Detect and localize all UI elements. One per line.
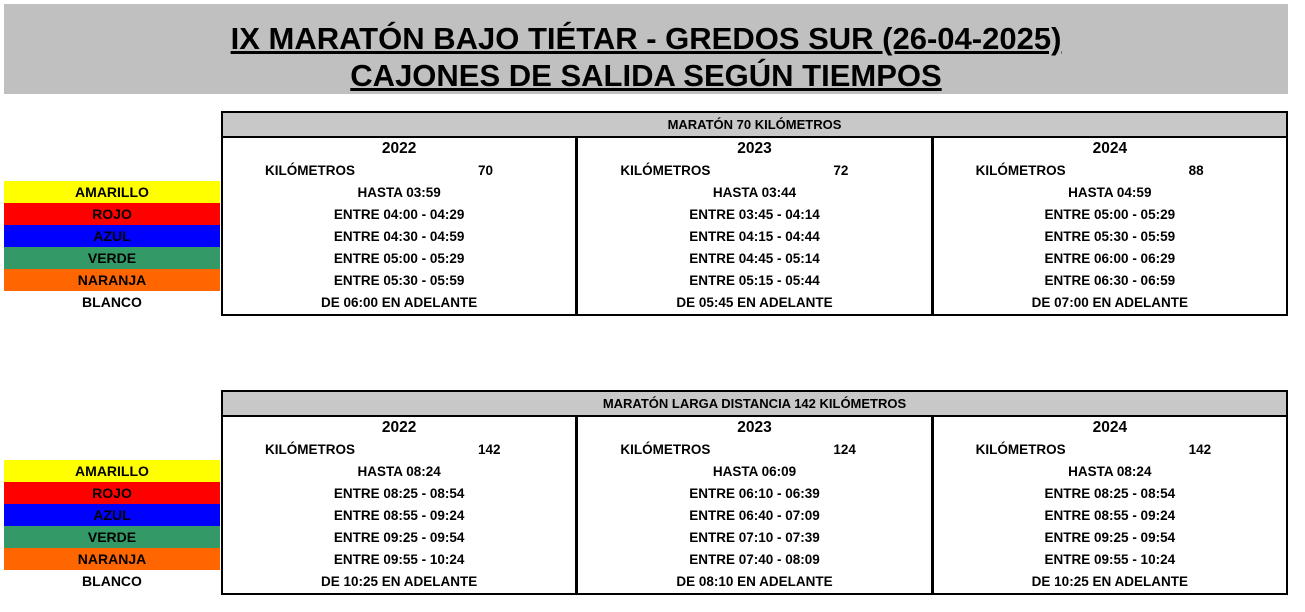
time-cell: ENTRE 08:25 - 08:54 [1044, 486, 1176, 501]
time-cell: ENTRE 09:55 - 10:24 [1044, 552, 1176, 567]
label-naranja: NARANJA [4, 269, 220, 291]
time-cell: DE 08:10 EN ADELANTE [676, 574, 833, 589]
year-header: 2024 [1092, 140, 1128, 157]
time-cell: ENTRE 04:00 - 04:29 [333, 207, 465, 222]
label-verde: VERDE [4, 526, 220, 548]
table-title: MARATÓN LARGA DISTANCIA 142 KILÓMETROS [223, 392, 1286, 417]
time-cell: ENTRE 05:00 - 05:29 [1044, 207, 1176, 222]
table-title: MARATÓN 70 KILÓMETROS [223, 113, 1286, 138]
time-cell: DE 10:25 EN ADELANTE [321, 574, 478, 589]
label-verde: VERDE [4, 247, 220, 269]
time-cell: HASTA 03:44 [712, 185, 797, 200]
time-cell: DE 06:00 EN ADELANTE [321, 295, 478, 310]
year-column-2024 [931, 417, 1286, 593]
year-column-2023 [575, 138, 930, 314]
km-row: KILÓMETROS 70 [265, 163, 494, 178]
time-cell: ENTRE 06:00 - 06:29 [1044, 251, 1176, 266]
page-header [4, 4, 1288, 94]
label-amarillo: AMARILLO [4, 460, 220, 482]
time-cell: ENTRE 09:25 - 09:54 [333, 530, 465, 545]
time-cell: ENTRE 05:00 - 05:29 [333, 251, 465, 266]
year-column-2024 [931, 138, 1286, 314]
km-row: KILÓMETROS 72 [620, 163, 849, 178]
times-table [221, 111, 1288, 316]
time-cell: ENTRE 04:15 - 04:44 [689, 229, 820, 244]
time-cell: ENTRE 05:30 - 05:59 [1044, 229, 1176, 244]
time-cell: ENTRE 06:10 - 06:39 [689, 486, 820, 501]
time-cell: HASTA 06:09 [712, 464, 797, 479]
year-column-2023 [575, 417, 930, 593]
label-azul: AZUL [4, 225, 220, 247]
label-blanco: BLANCO [4, 291, 220, 313]
label-blanco: BLANCO [4, 570, 220, 592]
label-rojo: ROJO [4, 482, 220, 504]
year-header: 2023 [737, 140, 772, 157]
km-row: KILÓMETROS 142 [975, 442, 1212, 457]
year-column-2022 [223, 417, 575, 593]
time-cell: ENTRE 08:25 - 08:54 [333, 486, 465, 501]
header-title: IX MARATÓN BAJO TIÉTAR - GREDOS SUR (26-04-2025) [230, 21, 1062, 56]
km-row: KILÓMETROS 124 [620, 442, 856, 457]
time-cell: HASTA 08:24 [357, 464, 441, 479]
label-azul: AZUL [4, 504, 220, 526]
time-cell: ENTRE 08:55 - 09:24 [333, 508, 465, 523]
time-cell: ENTRE 05:30 - 05:59 [333, 273, 465, 288]
label-naranja: NARANJA [4, 548, 220, 570]
time-cell: ENTRE 07:10 - 07:39 [689, 530, 820, 545]
year-header: 2022 [381, 419, 417, 436]
year-column-2022 [223, 138, 575, 314]
time-cell: DE 05:45 EN ADELANTE [676, 295, 833, 310]
time-cell: ENTRE 04:30 - 04:59 [333, 229, 465, 244]
times-table [221, 390, 1288, 595]
km-row: KILÓMETROS 142 [265, 442, 501, 457]
time-cell: HASTA 03:59 [357, 185, 441, 200]
label-amarillo: AMARILLO [4, 181, 220, 203]
time-cell: ENTRE 09:25 - 09:54 [1044, 530, 1176, 545]
time-cell: DE 10:25 EN ADELANTE [1031, 574, 1188, 589]
time-cell: ENTRE 05:15 - 05:44 [689, 273, 820, 288]
year-header: 2023 [737, 419, 772, 436]
time-cell: ENTRE 06:30 - 06:59 [1044, 273, 1176, 288]
km-row: KILÓMETROS 88 [975, 163, 1204, 178]
time-cell: ENTRE 04:45 - 05:14 [689, 251, 820, 266]
year-header: 2022 [381, 140, 417, 157]
header-subtitle: CAJONES DE SALIDA SEGÚN TIEMPOS [350, 58, 942, 93]
time-cell: HASTA 04:59 [1068, 185, 1152, 200]
time-cell: DE 07:00 EN ADELANTE [1031, 295, 1188, 310]
time-cell: ENTRE 06:40 - 07:09 [689, 508, 820, 523]
time-cell: ENTRE 08:55 - 09:24 [1044, 508, 1176, 523]
time-cell: HASTA 08:24 [1068, 464, 1152, 479]
time-cell: ENTRE 03:45 - 04:14 [689, 207, 820, 222]
time-cell: ENTRE 07:40 - 08:09 [689, 552, 820, 567]
time-cell: ENTRE 09:55 - 10:24 [333, 552, 465, 567]
year-header: 2024 [1092, 419, 1128, 436]
label-rojo: ROJO [4, 203, 220, 225]
